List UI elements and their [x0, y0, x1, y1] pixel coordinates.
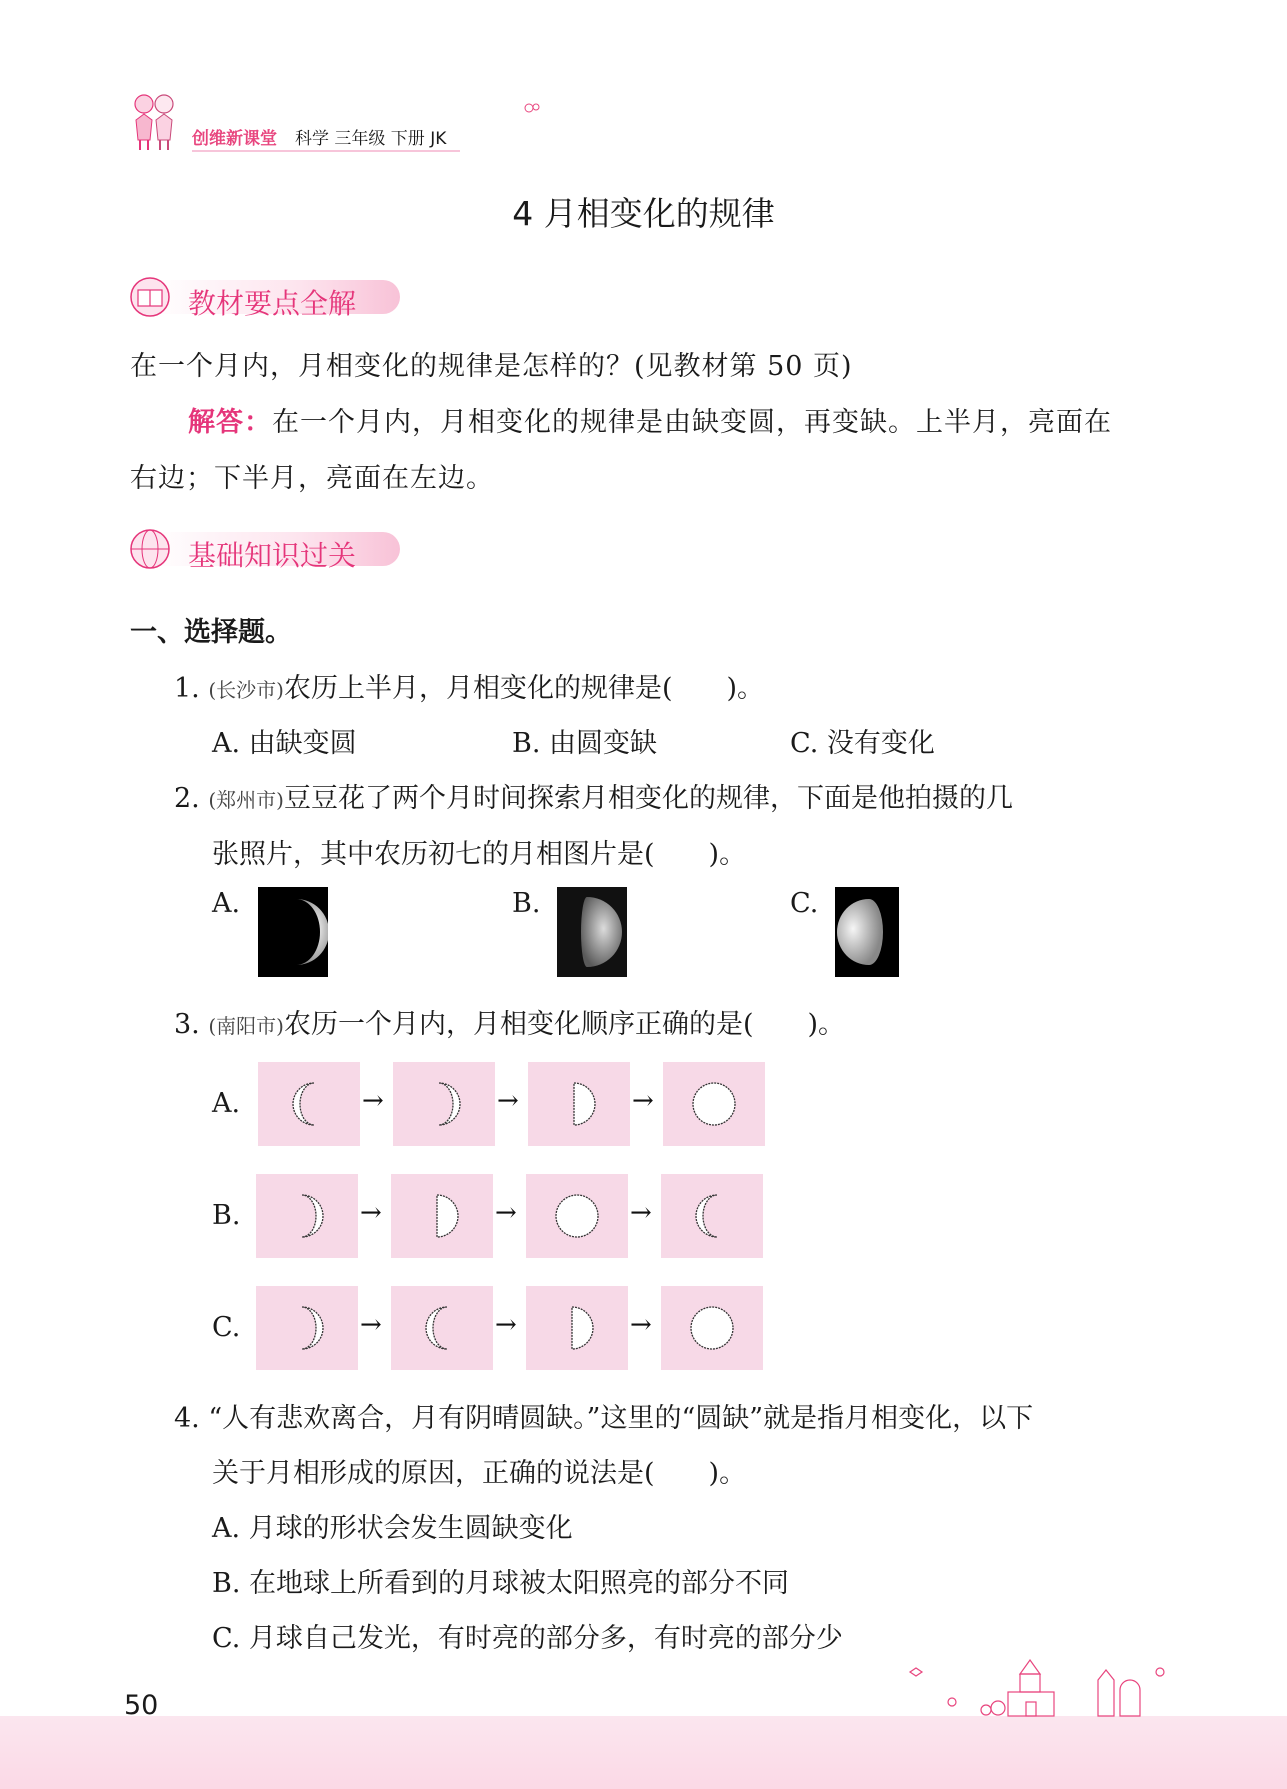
q2-option-c-moon-photo[interactable] [835, 887, 899, 977]
question-3 [174, 1002, 845, 1041]
moon-tile-waxing-crescent [393, 1062, 495, 1146]
question-text: “人有悲欢离合，月有阴晴圆缺。”这里的“圆缺”就是指月相变化，以下 [208, 1403, 1034, 1434]
sequence-arrow: → [360, 1310, 382, 1340]
book-icon [128, 274, 176, 320]
sequence-arrow: → [630, 1310, 652, 1340]
question-number: 2. [174, 783, 200, 814]
sequence-arrow: → [495, 1310, 517, 1340]
q3-option-c-label[interactable]: C. [212, 1312, 241, 1343]
q4-option-a[interactable]: A. 月球的形状会发生圆缺变化 [212, 1513, 573, 1544]
moon-tile-first-quarter [528, 1062, 630, 1146]
question-source: (郑州市) [208, 788, 284, 812]
section-label: 基础知识过关 [188, 539, 357, 572]
q3-option-a-sequence[interactable] [258, 1062, 768, 1146]
q2-option-c-label[interactable]: C. [790, 888, 819, 919]
q2-option-a-moon-photo[interactable] [258, 887, 328, 977]
answer-text: 在一个月内，月相变化的规律是由缺变圆，再变缺。上半月，亮面在 [272, 407, 1112, 438]
moon-tile-full [526, 1174, 628, 1258]
moon-tile-waning-crescent [391, 1286, 493, 1370]
question-source: (南阳市) [208, 1014, 284, 1038]
section-label: 教材要点全解 [188, 287, 357, 320]
q1-option-c[interactable]: C. 没有变化 [790, 728, 935, 759]
sequence-arrow: → [495, 1198, 517, 1228]
moon-tile-waxing-crescent [256, 1174, 358, 1258]
question-text: 农历一个月内，月相变化顺序正确的是( )。 [283, 1009, 846, 1040]
moon-tile-first-quarter [526, 1286, 628, 1370]
moon-tile-first-quarter [391, 1174, 493, 1258]
q2-option-b-moon-photo[interactable] [557, 887, 627, 977]
section-banner-textbook [128, 274, 408, 320]
question-text: 农历上半月，月相变化的规律是( )。 [283, 673, 765, 704]
question-number: 4. [174, 1403, 200, 1434]
moon-tile-waxing-crescent [256, 1286, 358, 1370]
question-number: 3. [174, 1009, 200, 1040]
header-text [192, 124, 446, 149]
flower-decoration-icon [524, 100, 542, 114]
answer-line-2: 右边；下半月，亮面在左边。 [130, 463, 494, 494]
castle-decoration-icon [880, 1650, 1180, 1720]
page-number: 50 [124, 1690, 159, 1721]
moon-tile-full [663, 1062, 765, 1146]
sequence-arrow: → [360, 1198, 382, 1228]
globe-icon [128, 526, 176, 572]
answer-line-1 [188, 400, 1112, 439]
question-4 [174, 1396, 1033, 1435]
moon-tile-full [661, 1286, 763, 1370]
sequence-arrow: → [632, 1086, 654, 1116]
subject-info: 科学 三年级 下册 JK [295, 129, 447, 149]
q4-option-c[interactable]: C. 月球自己发光，有时亮的部分多，有时亮的部分少 [212, 1623, 843, 1654]
moon-tile-waning-crescent [258, 1062, 360, 1146]
page-title: 4 月相变化的规律 [512, 194, 775, 233]
question-source: (长沙市) [208, 678, 284, 702]
q3-option-b-sequence[interactable] [256, 1174, 766, 1258]
q4-option-b[interactable]: B. 在地球上所看到的月球被太阳照亮的部分不同 [212, 1568, 790, 1599]
moon-tile-waning-crescent [661, 1174, 763, 1258]
question-1 [174, 666, 764, 705]
header-underline [192, 150, 460, 152]
footer-band [0, 1716, 1287, 1789]
sequence-arrow: → [497, 1086, 519, 1116]
q2-option-a-label[interactable]: A. [212, 888, 241, 919]
section-banner-basics [128, 526, 408, 572]
sequence-arrow: → [630, 1198, 652, 1228]
question-2-line-2: 张照片，其中农历初七的月相图片是( )。 [212, 839, 747, 870]
question-4-line-2: 关于月相形成的原因，正确的说法是( )。 [212, 1458, 747, 1489]
sequence-arrow: → [362, 1086, 384, 1116]
q3-option-a-label[interactable]: A. [212, 1088, 241, 1119]
header-logo-icon [128, 90, 182, 152]
question-text: 豆豆花了两个月时间探索月相变化的规律，下面是他拍摄的几 [283, 783, 1013, 814]
q1-option-a[interactable]: A. 由缺变圆 [212, 728, 357, 759]
question-number: 1. [174, 673, 200, 704]
q1-option-b[interactable]: B. 由圆变缺 [512, 728, 658, 759]
q3-option-b-label[interactable]: B. [212, 1200, 241, 1231]
question-2 [174, 776, 1013, 815]
part-heading: 一、选择题。 [130, 617, 292, 648]
answer-label: 解答： [188, 407, 272, 438]
q2-option-b-label[interactable]: B. [512, 888, 541, 919]
textbook-question: 在一个月内，月相变化的规律是怎样的？(见教材第 50 页) [130, 351, 853, 382]
q3-option-c-sequence[interactable] [256, 1286, 766, 1370]
brand-name: 创维新课堂 [192, 129, 277, 149]
